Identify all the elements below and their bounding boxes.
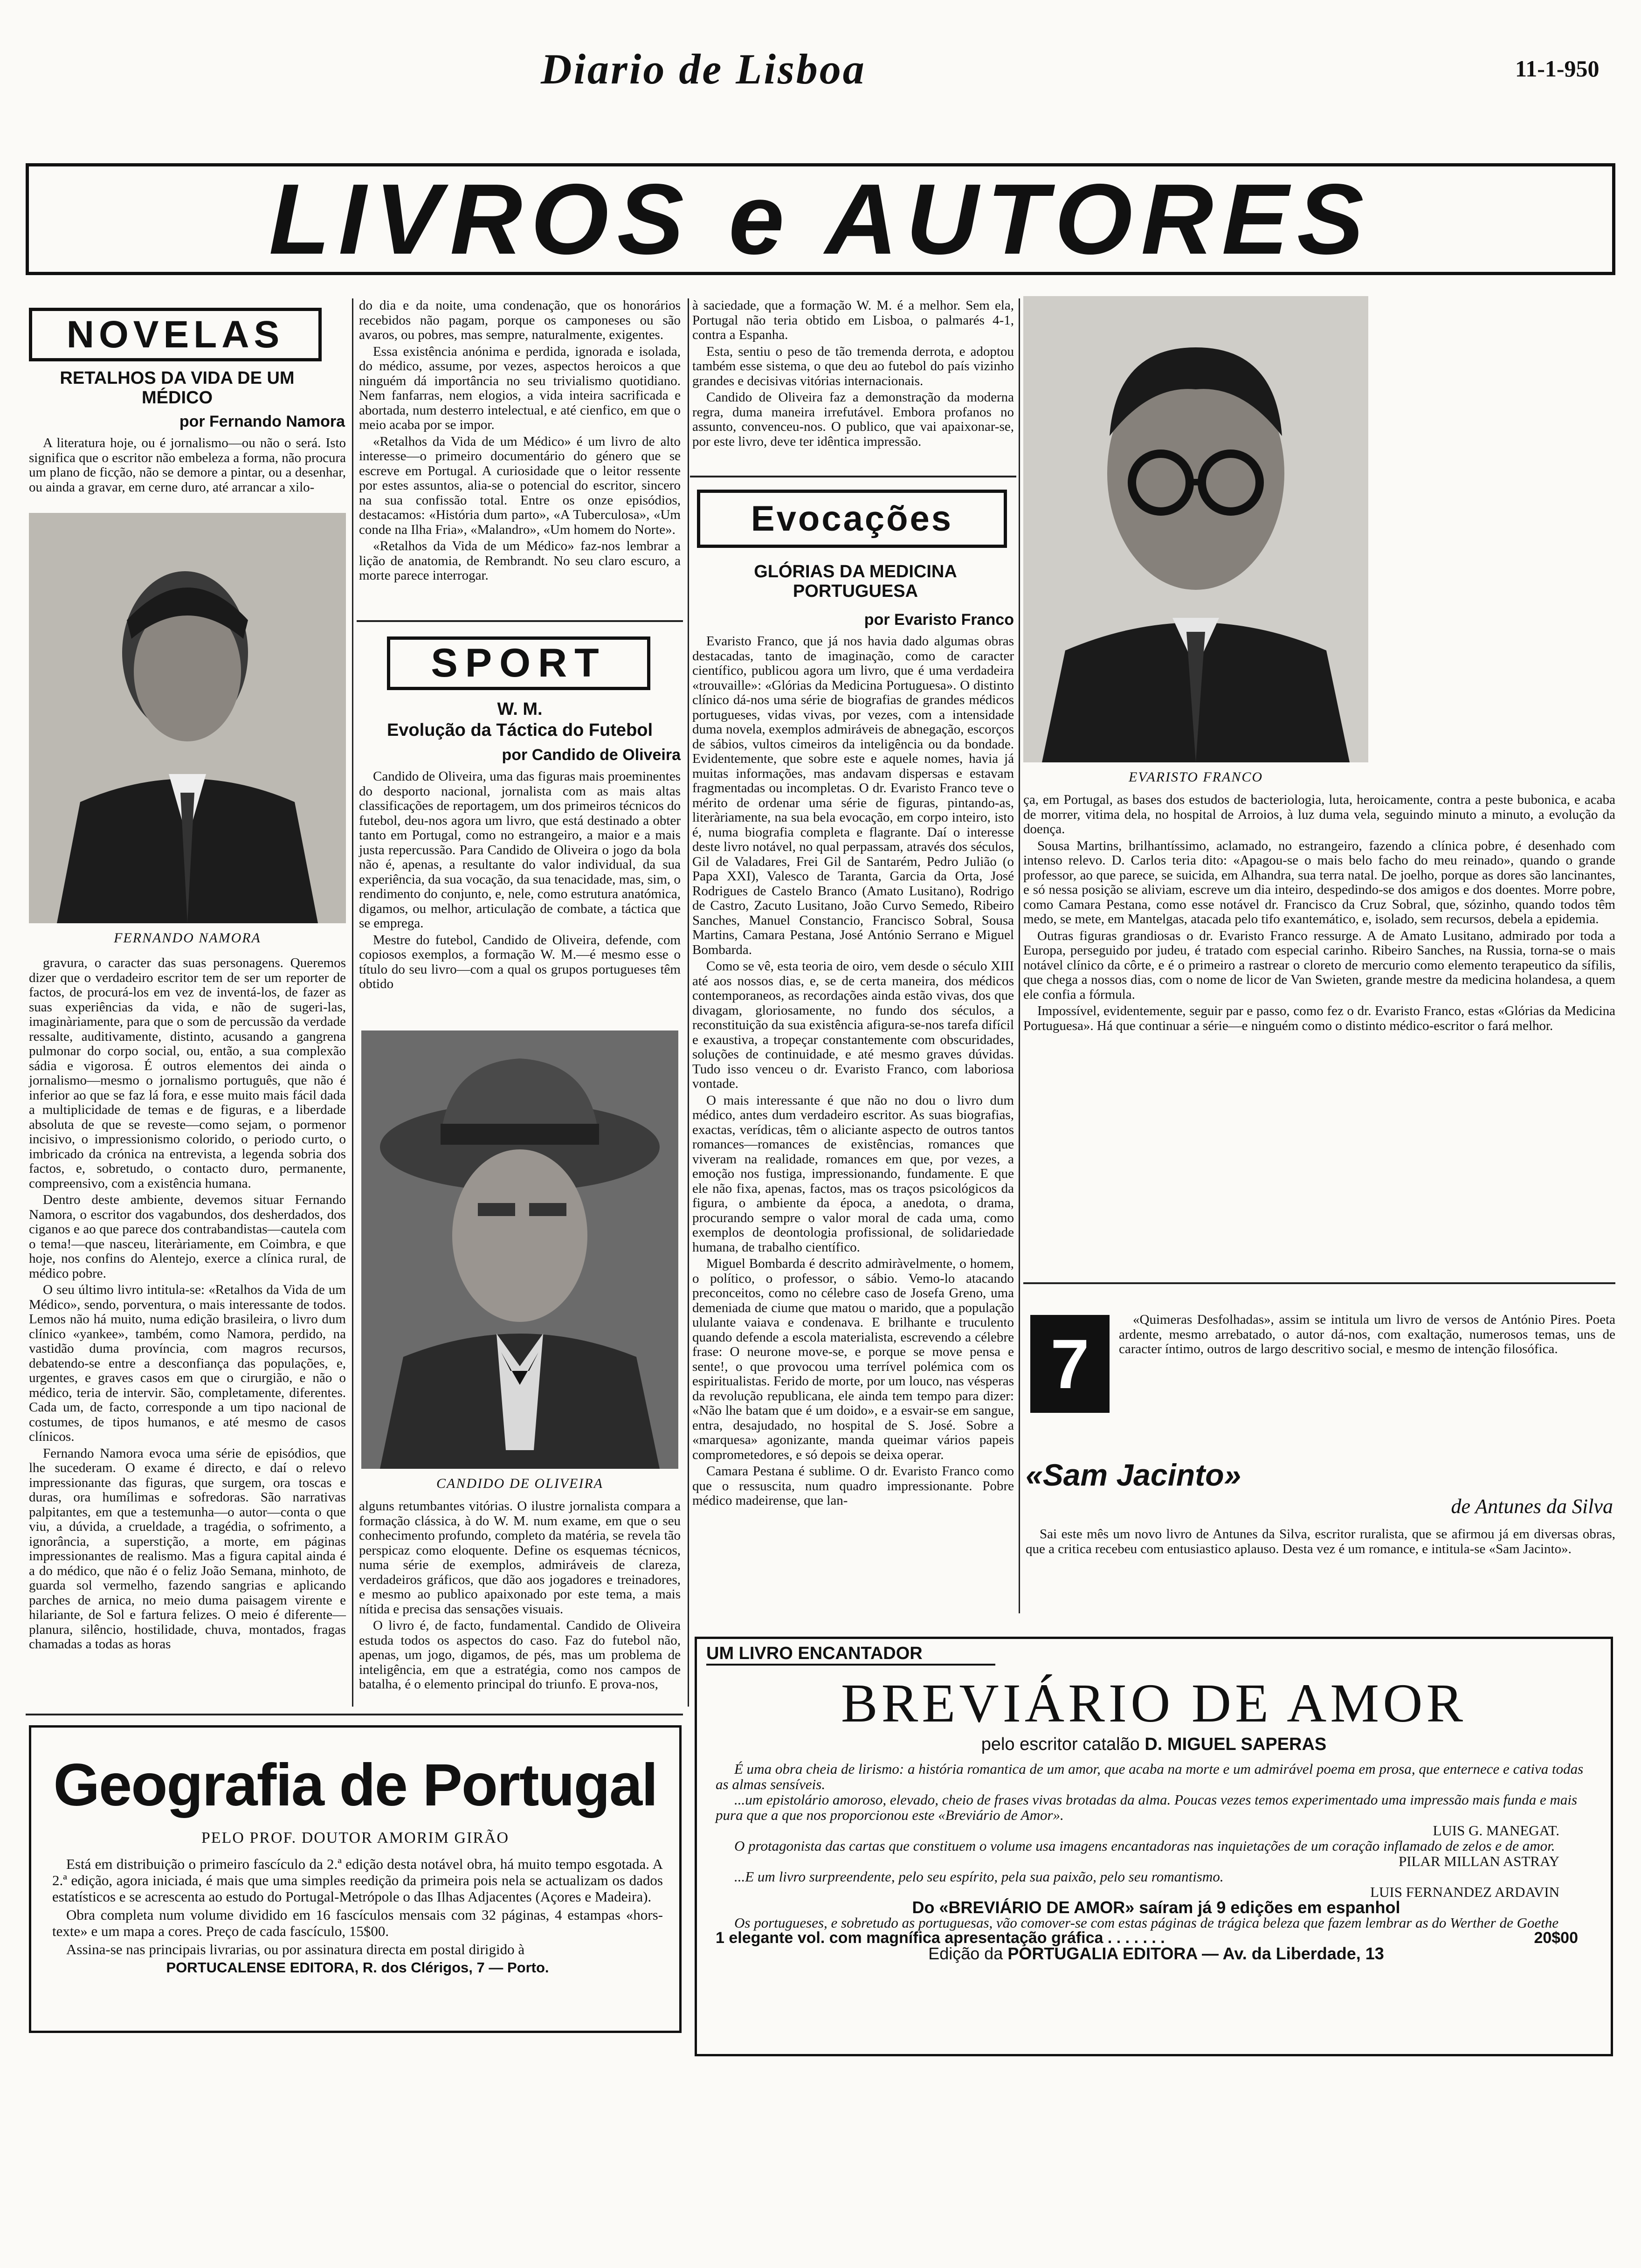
breviario-author: D. MIGUEL SAPERAS: [1145, 1735, 1327, 1754]
col4-body-p1: ça, em Portugal, as bases dos estudos de bacteriologia, luta, heroicamente, contra a peste bubonica, e acaba de morrer, vitima dela, no hospital de Arroios, à luz duma vela, seguindo minuto a minuto, a evolução da doença.: [1023, 792, 1615, 837]
sport-byline: por Candido de Oliveira: [502, 746, 681, 764]
geografia-publisher: PORTUCALENSE EDITORA, R. dos Clérigos, 7 — Porto.: [166, 1959, 549, 1976]
evocacoes-headline: GLÓRIAS DA MEDICINA PORTUGUESA: [754, 562, 957, 601]
col2-body-p1: do dia e da noite, uma condenação, que os honorários recebidos não pagam, porque os camponeses ou são avaros, ou pobres, mas sempre, naturalmente, exigentes.: [359, 298, 681, 342]
breviario-signature-2: LUIS G. MANEGAT.: [1433, 1822, 1559, 1839]
column-rule: [1019, 298, 1020, 1613]
column-rule: [688, 298, 689, 1707]
column-rule: [352, 298, 353, 1707]
sport-header: SPORT: [387, 636, 650, 690]
breviario-signature-4: LUIS FERNANDEZ ARDAVIN: [1370, 1884, 1559, 1900]
breviario-quote-4: ...E um livro surpreendente, pelo seu espírito, pela sua paixão, pelo seu romantismo.: [734, 1868, 1224, 1885]
novelas-continued: [359, 298, 681, 585]
breviario-title: BREVIÁRIO DE AMOR: [841, 1673, 1467, 1734]
candido-de-oliveira-caption: CANDIDO DE OLIVEIRA: [436, 1476, 603, 1491]
breviario-quote-3: O protagonista das cartas que constituem o volume usa imagens encantadoras nas inquietações de um coração inflamado de zelos e de amor.: [734, 1838, 1555, 1854]
evocacoes-body-p2: Como se vê, esta teoria de oiro, vem desde o século XIII até aos nossos dias, e, se de certa maneira, dos médicos contemporaneos, as recordações ainda estão vivas, dos que divagam, gloriosamente, no fundo dos séculos, a reconstituição da sua existência afigura-se-nos tarefa difícil e exaustiva, a tropeçar constantemente com obscuridades, soluções de continuidade, e até mesmo graves dúvidas. Tudo isso venceu o dr. Evaristo Franco, com laboriosa vontade.: [692, 959, 1014, 1091]
col2-body-p4: «Retalhos da Vida de um Médico» faz-nos lembrar a lição de anatomia, de Rembrandt. No seu claro escuro, a morte parece interrogar.: [359, 539, 681, 583]
col2-body-p2: Essa existência anónima e perdida, ignorada e isolada, do médico, assume, por vezes, aspectos heroicos a que ninguém dá importância no seu trivialismo quotidiano. Nem fanfarras, nem elogios, a vida inteira sacrificada e abortada, num desterro intelectual, e até cienfico, em que o meio acaba por se impor.: [359, 344, 681, 432]
breviario-kicker: UM LIVRO ENCANTADOR: [706, 1644, 995, 1666]
section-rule: [26, 1714, 683, 1715]
breviario-quote-1: É uma obra cheia de lirismo: a história romantica de um amor, que acaba na morte e um admirável poema em prosa, que enternece e cativa todas as almas sensíveis.: [716, 1761, 1584, 1792]
evaristo-franco-photo: [1023, 296, 1368, 762]
evaristo-franco-caption: EVARISTO FRANCO: [1128, 769, 1263, 785]
col2-body-p3: «Retalhos da Vida de um Médico» é um livro de alto interesse—o primeiro documentário do género que se escreve em Portugal. A curiosidade que o leitor ressente por estes assuntos, alia-se o potencial do escritor, sincero na sua confissão total. Entre os onze episódios, destacamos: «História dum parto», «A Tuberculosa», «Um conde na Ilha Fria», «Malandro», «Um homem do Norte».: [359, 434, 681, 537]
evocacoes-byline: por Evaristo Franco: [864, 611, 1014, 629]
novelas-body-p1: gravura, o caracter das suas personagens. Queremos dizer que o verdadeiro escritor tem de ser um reporter de factos, de procurá-los em vez de inventá-los, de fazer as suas experiências da vida, e não de sugeri-las, imaginàriamente, para que o som de percussão da verdade ressalte, auditivamente, distinto, acusando a gangrena pulmonar do corpo social, ou, então, a sua complexão sádia e vigorosa. É outros elementos dei ainda o jornalismo—mesmo o jornalismo português, que não é inferior ao que se faz lá fora, e esse muito mais fácil dada a multiplicidade de temas e de figuras, e a liberdade absoluta de que se reveste—como sejam, o pormenor incisivo, o impressionismo colorido, o periodo curto, o imbricado da crónica na entrevista, a legenda sobria dos factos, e, sobretudo, o contacto duro, permanente, compreensivo, com a existência humana.: [29, 955, 346, 1191]
novelas-header: NOVELAS: [29, 308, 322, 361]
breviario-ad: [695, 1637, 1613, 2056]
sport-headline-2: Evolução da Táctica do Futebol: [386, 720, 653, 740]
col3-body-p3: Candido de Oliveira faz a demonstração da moderna regra, duma maneira irrefutável. Embora profanos no assunto, convenceu-nos. O publico, que vai apaixonar-se, por este livro, deve ter idêntica impressão.: [692, 390, 1014, 449]
novelas-headline: RETALHOS DA VIDA DE UM MÉDICO: [60, 368, 295, 408]
geografia-body-p3: Assina-se nas principais livrarias, ou por assinatura directa em postal dirigido à: [66, 1941, 525, 1957]
evocacoes-body-p1: Evaristo Franco, que já nos havia dado algumas obras destacadas, tanto de imaginação, como de caracter científico, publicou agora um livro, que é uma verdadeira «trouvaille»: «Glórias da Medicina Portuguesa». O distinto clínico dá-nos uma série de biografias de grandes médicos portugueses, vidas vivas, por vezes, com a intensidade duma novela, exemplos admiráveis de abnegação, escorços de sábios, vultos cimeiros da inteligência ou da bondade. Evidentemente, que sobre este e aquele nomes, havia já muitas informações, mas andavam dispersas e estavam fragmentadas ou incompletas. O dr. Evaristo Franco teve o mérito de ordenar uma série de figuras, pintando-as, literàriamente, na sua bela evocação, em corpo inteiro, isto é, numa biografia completa e flagrante. Daí o interesse deste livro notável, no qual perpassam, através dos séculos, Gil de Valadares, Frei Gil de Santarém, Pedro Julião (o Papa XXI), Valesco de Taranta, Garcia da Orta, José Rodrigues de Castelo Branco (Amato Lusitano), Rodrigo de Castro, Zacuto Lusitano, João Curvo Semedo, Ribeiro Sanches, Manuel Constancio, Francisco Sobral, Sousa Martins, Camara Pestana, José António Serrano e Miguel Bombarda.: [692, 634, 1014, 957]
breviario-subtitle: pelo escritor catalão: [981, 1735, 1140, 1754]
col3-body-p1: à saciedade, que a formação W. M. é a melhor. Sem ela, Portugal não teria obtido em Lisboa, o palmarés 4-1, contra a Espanha.: [692, 298, 1014, 342]
sport-continued: [692, 298, 1014, 451]
breviario-price: 20$00: [1534, 1929, 1578, 1947]
evocacoes-body-p5: Camara Pestana é sublime. O dr. Evaristo Franco como que o ressuscita, num quadro impressionante. Pobre médico madeirense, que lan-: [692, 1464, 1014, 1508]
novelas-body-p3: O seu último livro intitula-se: «Retalhos da Vida de um Médico», sendo, porventura, o mais interessante de todos. Lemos não há muito, numa edição brasileira, o livro dum clínico «yankee», também, como Namora, perdido, na vastidão duma província, com magros recursos, debatendo-se entre a desconfiança das populações, e, urgentes, e graves casos em que o cirurgião, e não o médico, teria de intervir. São, completamente, diferentes. Cada um, de facto, corresponde a um tipo nacional de costumes, de tipos humanos, e até mesmo de casos clínicos.: [29, 1282, 346, 1444]
number-seven-box: 7: [1030, 1315, 1110, 1413]
sport-body-bottom: [359, 1499, 681, 1694]
col4-body-p3: Outras figuras grandiosas o dr. Evaristo Franco ressurge. A de Amato Lusitano, admirado por toda a Europa, perseguido por judeu, é tratado com especial carinho. Ribeiro Sanches, na Russia, torna-se o mais notável clínico da côrte, e é o primeiro a rastrear o cloreto de mercurio como elemento terapeutico da sífilis, que chega a nossos dias, com o nome de licor de Van Swieten, grande mestre da medicina holandesa, a quem ele confia a fórmula.: [1023, 928, 1615, 1002]
section-rule: [690, 476, 1016, 477]
masthead: [0, 0, 1641, 121]
novelas-body-p2: Dentro deste ambiente, devemos situar Fernando Namora, o escritor dos vagabundos, dos desherdados, dos ciganos e ao que parece dos contrabandistas—cautela com o tema!—que nasceu, literàriamente, em Coimbra, e que hoje, nos confins do Alentejo, exerce a clínica rural, de médico pobre.: [29, 1192, 346, 1281]
breviario-byline-row: [697, 1735, 1611, 1755]
breviario-edition-label: Edição da: [928, 1944, 1003, 1963]
sam-jacinto-title: «Sam Jacinto»: [1026, 1458, 1241, 1492]
sport-body-top: [359, 769, 681, 994]
col4-body-p4: Impossível, evidentemente, seguir par e passo, como fez o dr. Evaristo Franco, estas «Glórias da Medicina Portuguesa». Há que continuar a série—e ninguém como o distinto médico-escritor o fará melhor.: [1023, 1003, 1615, 1033]
novelas-byline: por Fernando Namora: [179, 413, 345, 430]
evocacoes-continued: [1023, 793, 1615, 1035]
novelas-body-p4: Fernando Namora evoca uma série de episódios, que lhe sucederam. O exame é directo, e daí o relevo impressionante das figuras, que surgem, ora toscas e duras, ora humílimas e sofredoras. São narrativas palpitantes, em que a testemunha—o autor—conta o que viu, a dúvida, a crueldade, a tragédia, o sofrimento, a ignorância, a superstição, a morte, em páginas impressionantes de realismo. Mas a figura capital ainda é a do médico, que não é o feliz João Semana, minhoto, de guarda sol vermelho, fazendo sangrias e aplicando parches de arnica, no meio duma paisagem virente e hilariante, de Sol e fartura felizes. O meio é diferente—planura, silêncio, hostilidade, chuva, montados, fragas chamadas a todas as horas: [29, 1445, 346, 1652]
evocacoes-body-p3: O mais interessante é que não no dou o livro dum médico, antes dum verdadeiro escritor. As suas biografias, exactas, verídicas, têm o aliciante aspecto de outros tantos romances—romances de existências, romances que viveram na realidade, romances em que, por vezes, a emoção nos fustiga, impressionando, fundamente. E que ele não fixa, apenas, factos, mas os traços psicológicos da figura, o ambiente da época, a anedota, o drama, procurando sempre o valor moral de cada uma, como exemplos de deontologia profissional, de solidariedade humana, de trabalho científico.: [692, 1093, 1014, 1255]
geografia-ad: [29, 1725, 682, 2033]
breviario-quote-2: ...um epistolário amoroso, elevado, cheio de frases vivas brotadas da alma. Poucas vezes temos experimentado uma impressão mais funda e mais pura que a que nos proporcionou este «Breviário de Amor».: [716, 1791, 1578, 1823]
novelas-lead: [29, 436, 346, 497]
geografia-title: Geografia de Portugal: [53, 1752, 657, 1819]
section-rule: [1023, 1282, 1615, 1284]
sport-headline-1: W. M.: [497, 699, 543, 719]
quimeras-text: «Quimeras Desfolhadas», assim se intitula um livro de versos de António Pires. Poeta ardente, mesmo arrebatado, o autor dá-nos, com exaltação, numerosos temas, uns de caracter íntimo, outros de largo descritivo social, e mesmo de intenção filosófica.: [1119, 1312, 1615, 1356]
sport-body-p1: Candido de Oliveira, uma das figuras mais proeminentes do desporto nacional, jornalista com as mais altas classificações de reportagem, um dos primeiros técnicos do futebol, deu-nos agora um livro, que está destinado a obter tanto em Portugal, como no estrangeiro, a maior e a mais justa repercussão. Para Candido de Oliveira o jogo da bola não é, apenas, a resultante do valor individual, da sua experiência, da sua vocação, da sua tenacidade, mas, sim, o rendimento do conjunto, e, nele, como estrutura anatómica, digamos, ou melhor, articulação de combate, a táctica que se emprega.: [359, 769, 681, 931]
masthead-title: Diario de Lisboa: [541, 45, 866, 93]
candido-de-oliveira-photo: [361, 1030, 678, 1469]
breviario-quotes: [716, 1761, 1597, 1961]
section-banner: [26, 163, 1615, 275]
col4-body-p2: Sousa Martins, brilhantíssimo, aclamado, no estrangeiro, fazendo a clínica pobre, é desenhado com intenso relevo. D. Carlos teria dito: «Apagou-se o mais belo facho do meu reinado», quando o grande professor, ao que parece, se suicida, em Alhandra, sua terra natal. De joelho, porque as dores são lancinantes, e só nessa posição se aliviam, escreve um dia inteiro, despedindo-se dos amigos e dos doentes. Morre pobre, como Camara Pestana, como esse notável dr. Francisco da Cruz Sobral, que, sózinho, quando todos têm medo, se mete, em Mantelgas, atacada pelo tifo exantemático, e, isolado, sem recursos, debela a epidemia.: [1023, 838, 1615, 927]
section-rule: [357, 620, 683, 622]
evocacoes-body-p4: Miguel Bombarda é descrito admiràvelmente, o homem, o político, o professor, o sábio. Vemo-lo atacando preconceitos, como no célebre caso de Josefa Greno, uma demeniada de ciume que matou o marido, que a população ululante vaiava e condenava. E brilhante e truculento quando defende a escola materialista, escrevendo a célebre frase: O neurone move-se, e porque se move pensa e sente!, o que provocou uma terrível polémica com os espiritualistas. Ferido de morte, por um louco, nas vésperas da revolução republicana, ele ainda tem tempo para dizer: «Não lhe batam que é um doido», e a esvair-se em sangue, entra, desajudado, no hospital de S. José. Sobre a «marquesa» agonizante, manda queimar vários papeis comprometedores, e só depois se deixa operar.: [692, 1256, 1014, 1462]
breviario-price-line: 1 elegante vol. com magnífica apresentação gráfica . . . . . . .: [716, 1929, 1165, 1947]
sport-body-p2: Mestre do futebol, Candido de Oliveira, defende, com copiosos exemplos, a formação W. M.—é mesmo esse o título do seu livro—com a qual os grupos portugueses têm obtido: [359, 932, 681, 991]
geografia-author: PELO PROF. DOUTOR AMORIM GIRÃO: [201, 1829, 510, 1846]
breviario-edition-row: [716, 1946, 1597, 1961]
geografia-body-p1: Está em distribuição o primeiro fascículo da 2.ª edição desta notável obra, há muito tempo esgotada. A 2.ª edição, agora iniciada, é mais que uma simples reedição da primeira pois nela se actualizam os dados estatísticos e se acrescenta ao estudo do Portugal-Metrópole o das Ilhas Adjacentes (Açores e Madeira).: [52, 1856, 663, 1905]
breviario-quote-5: Os portugueses, e sobretudo as portuguesas, vão comover-se com estas páginas de trágica beleza que fazem lembrar as do Werther de Goethe: [734, 1915, 1559, 1931]
breviario-editions: Do «BREVIÁRIO DE AMOR» saíram já 9 edições em espanhol: [912, 1898, 1400, 1917]
sam-jacinto-author: de Antunes da Silva: [1451, 1495, 1613, 1518]
breviario-publisher: PORTUGALIA EDITORA — Av. da Liberdade, 13: [1007, 1944, 1384, 1963]
col3-body-p2: Esta, sentiu o peso de tão tremenda derrota, e adoptou também esse sistema, o que deu ao futebol do país vizinho grandes e decisivas vitórias internacionais.: [692, 344, 1014, 388]
quimeras-note: [1119, 1313, 1615, 1359]
breviario-signature-3: PILAR MILLAN ASTRAY: [1398, 1853, 1559, 1869]
sam-jacinto-text: Sai este mês um novo livro de Antunes da Silva, escritor ruralista, que se afirmou já em diversas obras, que a critica recebeu com entusiastico aplauso. Desta vez é um romance, e intitula-se «Sam Jacinto».: [1026, 1527, 1615, 1556]
geografia-body: [52, 1856, 663, 1978]
evocacoes-header: Evocações: [697, 490, 1007, 548]
sport-body-p4: O livro é, de facto, fundamental. Candido de Oliveira estuda todos os aspectos do caso. Faz do futebol não, apenas, um jogo, digamos, de pés, mas um problema de inteligência, em que a estratégia, como nos campos de batalha, é o elemento principal do triunfo. E prova-nos,: [359, 1618, 681, 1692]
novelas-body: [29, 956, 346, 1654]
geografia-body-p2: Obra completa num volume dividido em 16 fascículos mensais com 32 páginas, 4 estampas «hors-texte» e um mapa a cores. Preço de cada fascículo, 15$00.: [52, 1907, 663, 1939]
fernando-namora-caption: FERNANDO NAMORA: [114, 930, 261, 946]
sport-body-p3: alguns retumbantes vitórias. O ilustre jornalista compara a formação clássica, à do W. M. num exame, em que o seu conhecimento profundo, completo da matéria, se revela tão perspicaz como eloquente. Define os esquemas técnicos, numa série de exemplos, admiráveis de clareza, verdadeiros gráficos, que dão aos jogadores e treinadores, e mesmo ao publico apaixonado por este tema, a mais nítida e precisa das sensações visuais.: [359, 1499, 681, 1617]
sam-jacinto-body: [1026, 1527, 1615, 1558]
fernando-namora-photo: [29, 513, 346, 923]
banner-title: LIVROS e AUTORES: [269, 163, 1372, 275]
masthead-date: 11-1-950: [1515, 55, 1600, 82]
novelas-lead-text: A literatura hoje, ou é jornalismo—ou não o será. Isto significa que o escritor não embeleza a forma, não procura um plano de ficção, não se demore a pintar, ou a desenhar, ou ainda a gravar, em cerne duro, até arrancar a xilo-: [29, 436, 346, 495]
evocacoes-body: [692, 634, 1014, 1510]
